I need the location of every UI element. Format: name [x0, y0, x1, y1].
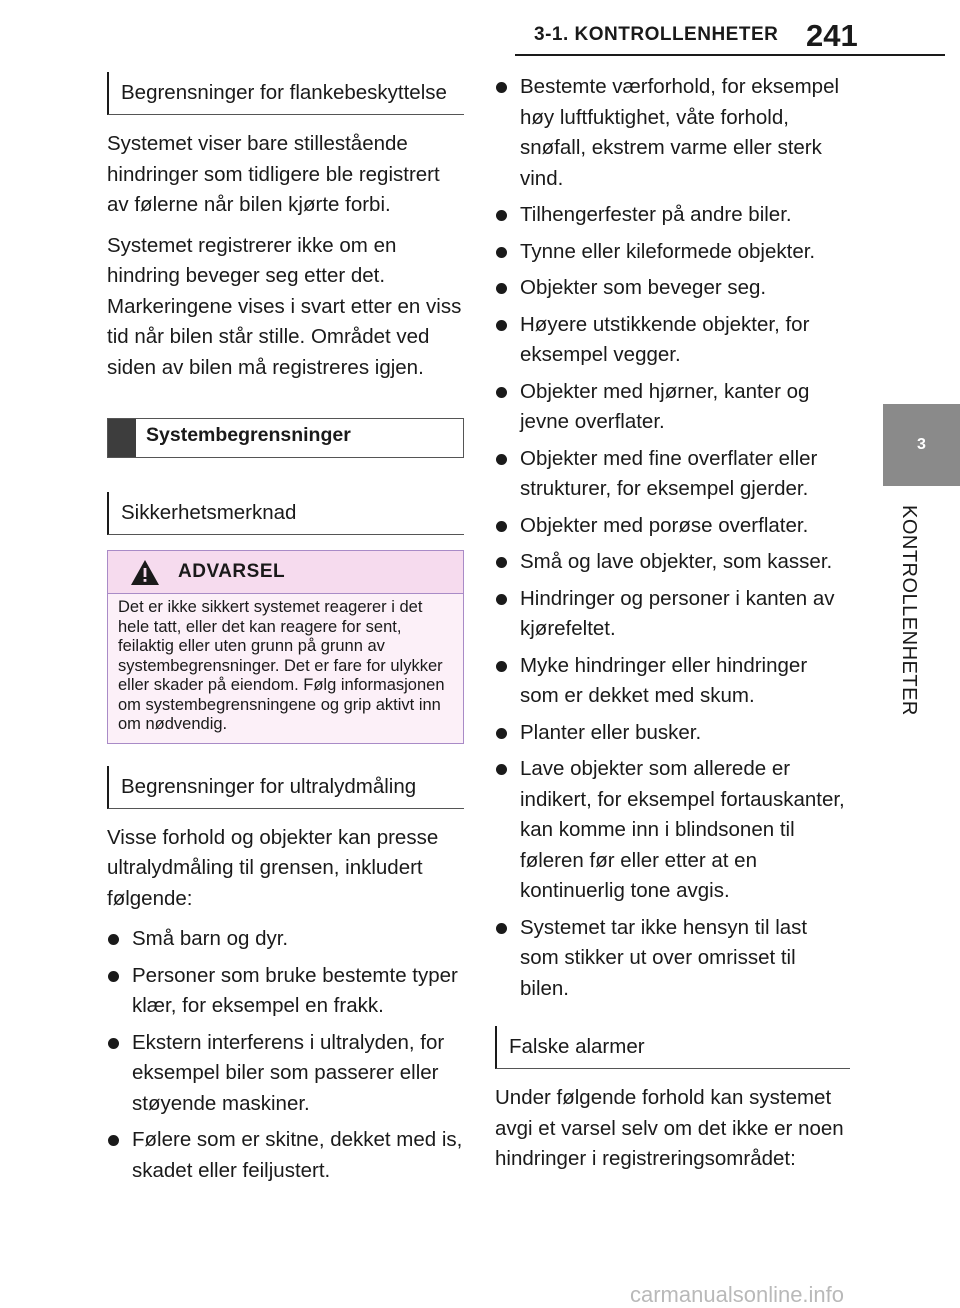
list-item: Objekter med porøse overflater.: [495, 511, 850, 542]
list-item: Systemet tar ikke hensyn til last som stikker ut over omrisset til bilen.: [495, 913, 850, 1005]
header-rule: [515, 54, 945, 56]
right-column: [495, 72, 850, 1185]
warning-icon: [130, 559, 160, 586]
list-item: Følere som er skitne, dekket med is, skadet eller feiljustert.: [107, 1125, 464, 1186]
list-item: Lave objekter som allerede er indikert, for eksempel fortauskanter, kan komme inn i blindsonen til føleren før eller etter at en kontinuerlig tone avgis.: [495, 754, 850, 907]
list-item: Tilhengerfester på andre biler.: [495, 200, 850, 231]
list-item: Bestemte værforhold, for eksempel høy luftfuktighet, våte forhold, snøfall, ekstrem varme eller sterk vind.: [495, 72, 850, 194]
warning-box: [107, 550, 464, 744]
list-item: Objekter som beveger seg.: [495, 273, 850, 304]
left-column: [107, 72, 464, 1192]
list-item: Små og lave objekter, som kasser.: [495, 547, 850, 578]
watermark: carmanualsonline.info: [630, 1282, 845, 1307]
warning-text: Det er ikke sikkert systemet reagerer i det hele tatt, eller det kan reagere for sent, feilaktig eller uten grunn på grunn av systembegrensninger. Det er fare for ulykker eller skader på eiendom. Følg informasjonen om systembegrensningene og grip aktivt inn om nødvendig.: [108, 594, 463, 743]
bullet-list: [107, 924, 464, 1186]
subhead-flank-protection: Begrensninger for flankebeskyttelse: [107, 72, 464, 115]
chapter-label: KONTROLLENHETER: [898, 505, 920, 716]
section-bar: [108, 419, 136, 457]
warning-label: ADVARSEL: [178, 561, 286, 582]
page-header: [0, 0, 960, 60]
list-item: Høyere utstikkende objekter, for eksempel vegger.: [495, 310, 850, 371]
chapter-tab: 3: [883, 404, 960, 486]
subhead-safety-note: Sikkerhetsmerknad: [107, 492, 464, 535]
list-item: Ekstern interferens i ultralyden, for eksempel biler som passerer eller støyende maskiner.: [107, 1028, 464, 1120]
section-heading: [107, 418, 464, 458]
subhead-ultrasonic: Begrensninger for ultralydmåling: [107, 766, 464, 809]
list-item: Personer som bruke bestemte typer klær, for eksempel en frakk.: [107, 961, 464, 1022]
subhead-false-alarms: Falske alarmer: [495, 1026, 850, 1069]
section-heading-text: Systembegrensninger: [146, 424, 351, 446]
paragraph: Systemet registrerer ikke om en hindring beveger seg etter det. Markeringene vises i svart etter en viss tid når bilen står stille. Området ved siden av bilen må registreres igjen.: [107, 233, 462, 379]
list-item: Myke hindringer eller hindringer som er dekket med skum.: [495, 651, 850, 712]
warning-header: [108, 551, 463, 594]
list-item: Objekter med hjørner, kanter og jevne overflater.: [495, 377, 850, 438]
paragraph: Visse forhold og objekter kan presse ultralydmåling til grensen, inkludert følgende:: [107, 825, 439, 910]
list-item: Små barn og dyr.: [107, 924, 464, 955]
list-item: Planter eller busker.: [495, 718, 850, 749]
list-item: Objekter med fine overflater eller strukturer, for eksempel gjerder.: [495, 444, 850, 505]
list-item: Tynne eller kileformede objekter.: [495, 237, 850, 268]
section-title: 3-1. KONTROLLENHETER: [534, 24, 779, 45]
bullet-list: [495, 72, 850, 1004]
list-item: Hindringer og personer i kanten av kjørefeltet.: [495, 584, 850, 645]
paragraph: Systemet viser bare stillestående hindringer som tidligere ble registrert av følerne når bilen kjørte forbi.: [107, 132, 440, 216]
paragraph: Under følgende forhold kan systemet avgi et varsel selv om det ikke er noen hindringer i registreringsområdet:: [495, 1086, 844, 1170]
page-number: 241: [806, 18, 858, 53]
